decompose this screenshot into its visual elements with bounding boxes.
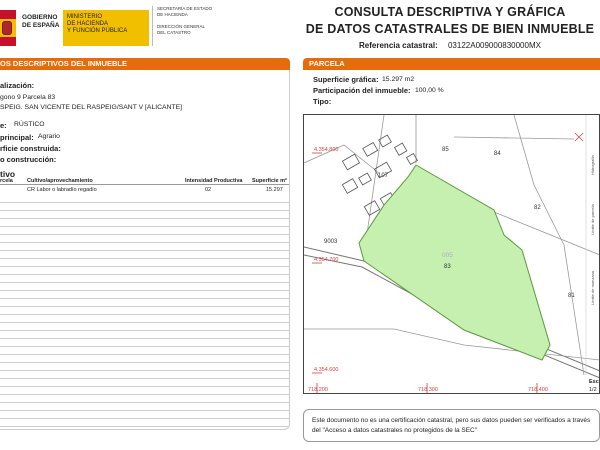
col-cultivo: Cultivo/aprovechamiento — [27, 178, 93, 184]
legend-limite-parcela: Límite de parcela — [590, 204, 595, 235]
uso-label: principal: — [0, 133, 34, 142]
localizacion-label: alización: — [0, 81, 35, 90]
tipo-label: Tipo: — [313, 97, 332, 106]
gobierno-logo — [0, 10, 150, 46]
parcel-boundary-south — [304, 329, 600, 360]
parcel-label-107: 107 — [378, 173, 389, 179]
anio-construccion-label: o construcción: — [0, 155, 57, 164]
datos-descriptivos-panel — [0, 70, 290, 430]
map-svg[interactable] — [304, 115, 600, 394]
scale-value: 1/2 — [589, 387, 597, 393]
clase-label: e: — [0, 121, 7, 130]
page-title: CONSULTA DESCRIPTIVA Y GRÁFICA DE DATOS CATASTRALES DE BIEN INMUEBLE — [305, 5, 595, 36]
cadastral-map[interactable] — [303, 114, 600, 394]
cell-superficie: 15.297 — [266, 187, 283, 193]
col-superficie: Superficie m² — [252, 178, 287, 184]
col-intensidad: Intensidad Productiva — [185, 178, 243, 184]
superficie-grafica-value: 15.297 m2 — [382, 76, 415, 83]
y-label: 4.354.700 — [314, 257, 339, 263]
parcel-label-85: 85 — [442, 147, 449, 153]
parcel-label-9003: 9003 — [324, 239, 338, 245]
localizacion-line1: gono 9 Parcela 83 — [0, 94, 56, 101]
section-header-parcela: PARCELA — [303, 58, 600, 70]
participacion-value: 100,00 % — [415, 87, 444, 94]
cell-intensidad: 02 — [205, 187, 212, 193]
y-label: 4.354.600 — [314, 367, 339, 373]
x-label: 718.400 — [528, 387, 548, 393]
secretaria-block: SECRETARÍA DE ESTADO DE HACIENDA DIRECCIÓN GENERAL DEL CATASTRO — [152, 6, 214, 46]
map-legend — [590, 154, 595, 305]
legend-hidrografia: Hidrografía — [590, 155, 595, 175]
cultivo-title: tivo — [0, 169, 16, 179]
superficie-grafica-label: Superficie gráfica: — [313, 75, 379, 84]
coat-of-arms-icon — [2, 21, 12, 35]
parcel-label-81: 81 — [568, 293, 575, 299]
ref-label: Referencia catastral: — [359, 41, 438, 50]
disclaimer-note: Este documento no es una certificación catastral, pero sus datos pueden ser verificados a través del "Acceso a datos catastrales no protegidos de la SEC" — [303, 409, 600, 442]
referencia-catastral — [300, 41, 600, 50]
ref-value: 03122A009000830000MX — [447, 41, 541, 50]
clase-value: RÚSTICO — [14, 121, 45, 128]
parcel-label-82: 82 — [534, 205, 541, 211]
participacion-label: Participación del inmueble: — [313, 86, 411, 95]
localizacion-line2: SPEIG. SAN VICENTE DEL RASPEIG/SANT V [ALICANTE] — [0, 104, 183, 111]
parcel-label-84: 84 — [494, 151, 501, 157]
x-label: 718.300 — [418, 387, 438, 393]
boundary-84 — [454, 137, 574, 139]
gobierno-text: GOBIERNO DE ESPAÑA — [22, 14, 60, 29]
cell-cultivo: CR Labor o labradío regadío — [27, 187, 97, 193]
section-header-descriptivos: OS DESCRIPTIVOS DEL INMUEBLE — [0, 58, 290, 70]
col-parcela: rcela — [0, 178, 13, 184]
selected-code-label: 005 — [442, 252, 453, 259]
table-row — [0, 186, 290, 194]
superficie-construida-label: rficie construida: — [0, 144, 61, 153]
legend-limite-manzana: Límite de manzana — [590, 270, 595, 305]
ministry-box: MINISTERIO DE HACIENDA Y FUNCIÓN PÚBLICA — [63, 10, 149, 46]
x-label: 718.200 — [308, 387, 328, 393]
cultivo-table-header — [0, 177, 290, 185]
parcel-label-83: 83 — [444, 264, 451, 270]
empty-table-lines — [0, 195, 290, 430]
y-label: 4.354.800 — [314, 147, 339, 153]
uso-value: Agrario — [38, 133, 60, 140]
scale-label: Esc — [589, 379, 599, 385]
